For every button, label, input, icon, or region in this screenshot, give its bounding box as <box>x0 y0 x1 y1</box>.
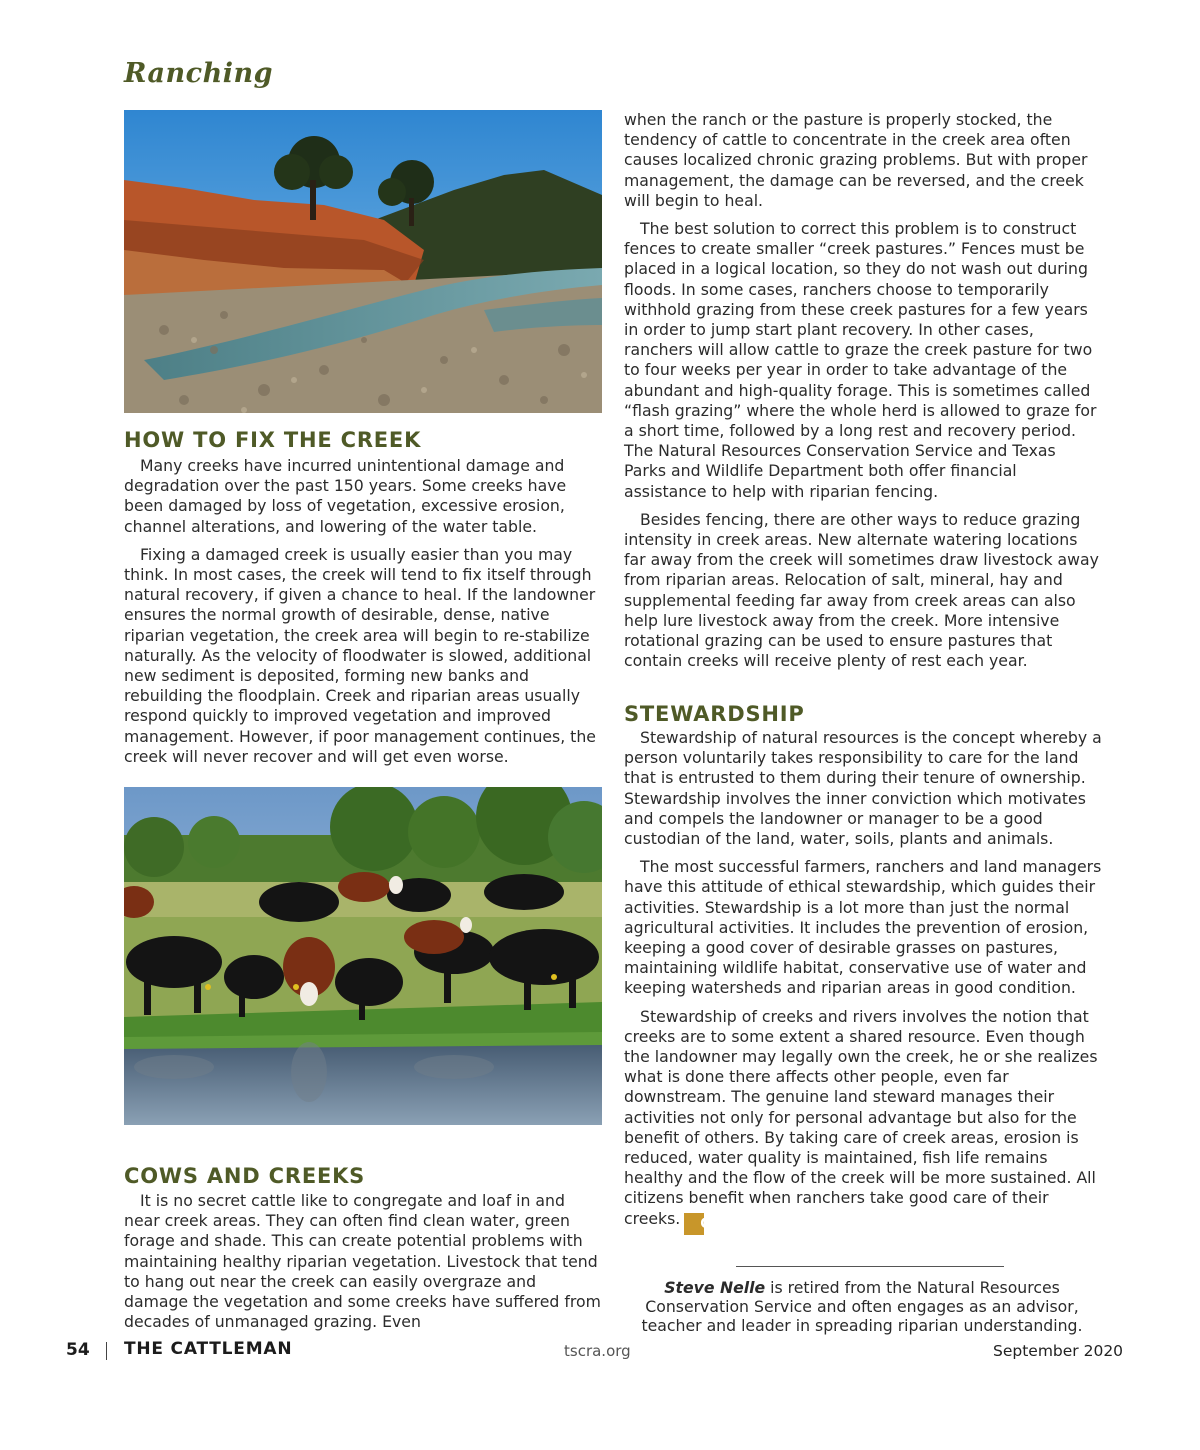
right-column-body <box>624 110 1102 671</box>
cows-creeks-paragraph-1: It is no secret cattle like to congregate and loaf in and near creek areas. They can often find clean water, green forage and shade. This can create potential problems with maintaining healthy riparian vegetation. Livestock that tend to hang out near the creek can easily overgraze and damage the vegetation and some creeks have suffered from decades of unmanaged grazing. Even <box>124 1191 601 1332</box>
stewardship-paragraph-3-text: Stewardship of creeks and rivers involves the notion that creeks are to some extent a shared resource. Even though the landowner may legally own the creek, he or she realizes what is done there affects other people, even far downstream. The genuine land steward manages their activities not only for personal advantage but also for the benefit of others. By taking care of creek areas, erosion is reduced, water quality is maintained, fish life remains healthy and the flow of the creek will be more sustained. All citizens benefit when ranchers take good care of their creeks. <box>624 1006 1098 1228</box>
continued-paragraph: when the ranch or the pasture is properly stocked, the tendency of cattle to concentrate in the creek area often causes localized chronic grazing problems. But with proper management, the damage can be reversed, and the creek will begin to heal. <box>624 110 1088 210</box>
cattle-in-creek-photo <box>124 787 602 1125</box>
stewardship-paragraph-3 <box>624 1007 1102 1235</box>
stewardship-paragraph-2: The most successful farmers, ranchers and land managers have this attitude of ethical stewardship, which guides their activities. Stewardship is a lot more than just the normal agricultural activities. It includes the prevention of erosion, keeping a good cover of desirable grasses on pastures, maintaining wildlife habitat, conservative use of water and keeping watersheds and riparian areas in good condition. <box>624 857 1102 998</box>
bio-divider <box>736 1266 1004 1267</box>
fix-creek-paragraph-2: Fixing a damaged creek is usually easier than you may think. In most cases, the creek will tend to fix itself through natural recovery, if given a chance to heal. If the landowner ensures the normal growth of desirable, dense, native riparian vegetation, the creek area will begin to re-stabilize naturally. As the velocity of floodwater is slowed, additional new sediment is deposited, forming new banks and rebuilding the floodplain. Creek and riparian areas usually respond quickly to improved vegetation and improved management. However, if poor management continues, the creek will never recover and will get even worse. <box>124 544 596 766</box>
fencing-paragraph: The best solution to correct this problem is to construct fences to create smaller “creek pastures.” Fences must be placed in a logical location, so they do not wash out during floods. In some cases, ranchers choose to temporarily withhold grazing from these creek pastures for a few years in order to jump start plant recovery. In other cases, ranchers will allow cattle to graze the creek pasture for two to four weeks per year in order to take advantage of the abundant and high-quality forage. This is sometimes called “flash grazing” where the whole herd is allowed to graze for a short time, followed by a long rest and recovery period. The Natural Resources Conservation Service and Texas Parks and Wildlife Department both offer financial assistance to help with riparian fencing. <box>624 219 1097 501</box>
author-bio-text: is retired from the Natural Resources Conservation Service and often engages as an advisor, teacher and leader in spreading riparian understanding. <box>641 1278 1083 1335</box>
stewardship-paragraph-1: Stewardship of natural resources is the concept whereby a person voluntarily takes responsibility to care for the land that is entrusted to them during their tenure of ownership. Stewardship involves the inner conviction which motivates and compels the landowner or manager to be a good custodian of the land, water, soils, plants and animals. <box>624 728 1102 849</box>
creek-bed-photo <box>124 110 602 413</box>
section-label: Ranching <box>124 58 274 89</box>
grazing-intensity-paragraph: Besides fencing, there are other ways to reduce grazing intensity in creek areas. New alternate watering locations far away from the creek will sometimes draw livestock away from riparian areas. Relocation of salt, mineral, hay and supplemental feeding far away from creek areas can also help lure livestock away from the creek. More intensive rotational grazing can be used to ensure pastures that contain creeks will receive plenty of rest each year. <box>624 509 1099 671</box>
author-name: Steve Nelle <box>664 1278 766 1297</box>
cows-creeks-body <box>124 1191 602 1332</box>
fix-creek-paragraph-1: Many creeks have incurred unintentional damage and degradation over the past 150 years. Some creeks have been damaged by loss of vegetation, excessive erosion, channel alterations, and lowering of the water table. <box>124 456 567 536</box>
magazine-name: THE CATTLEMAN <box>124 1339 293 1359</box>
issue-date: September 2020 <box>993 1342 1124 1360</box>
page-number: 54 <box>66 1340 90 1360</box>
stewardship-body <box>624 728 1102 1235</box>
footer-divider <box>106 1342 107 1360</box>
end-mark-icon: C <box>684 1213 704 1235</box>
heading-how-to-fix-the-creek: HOW TO FIX THE CREEK <box>124 428 422 452</box>
website-link[interactable]: tscra.org <box>564 1342 631 1360</box>
heading-stewardship: STEWARDSHIP <box>624 702 805 726</box>
fix-creek-body <box>124 456 602 767</box>
author-bio <box>622 1278 1102 1335</box>
heading-cows-and-creeks: COWS AND CREEKS <box>124 1164 366 1188</box>
